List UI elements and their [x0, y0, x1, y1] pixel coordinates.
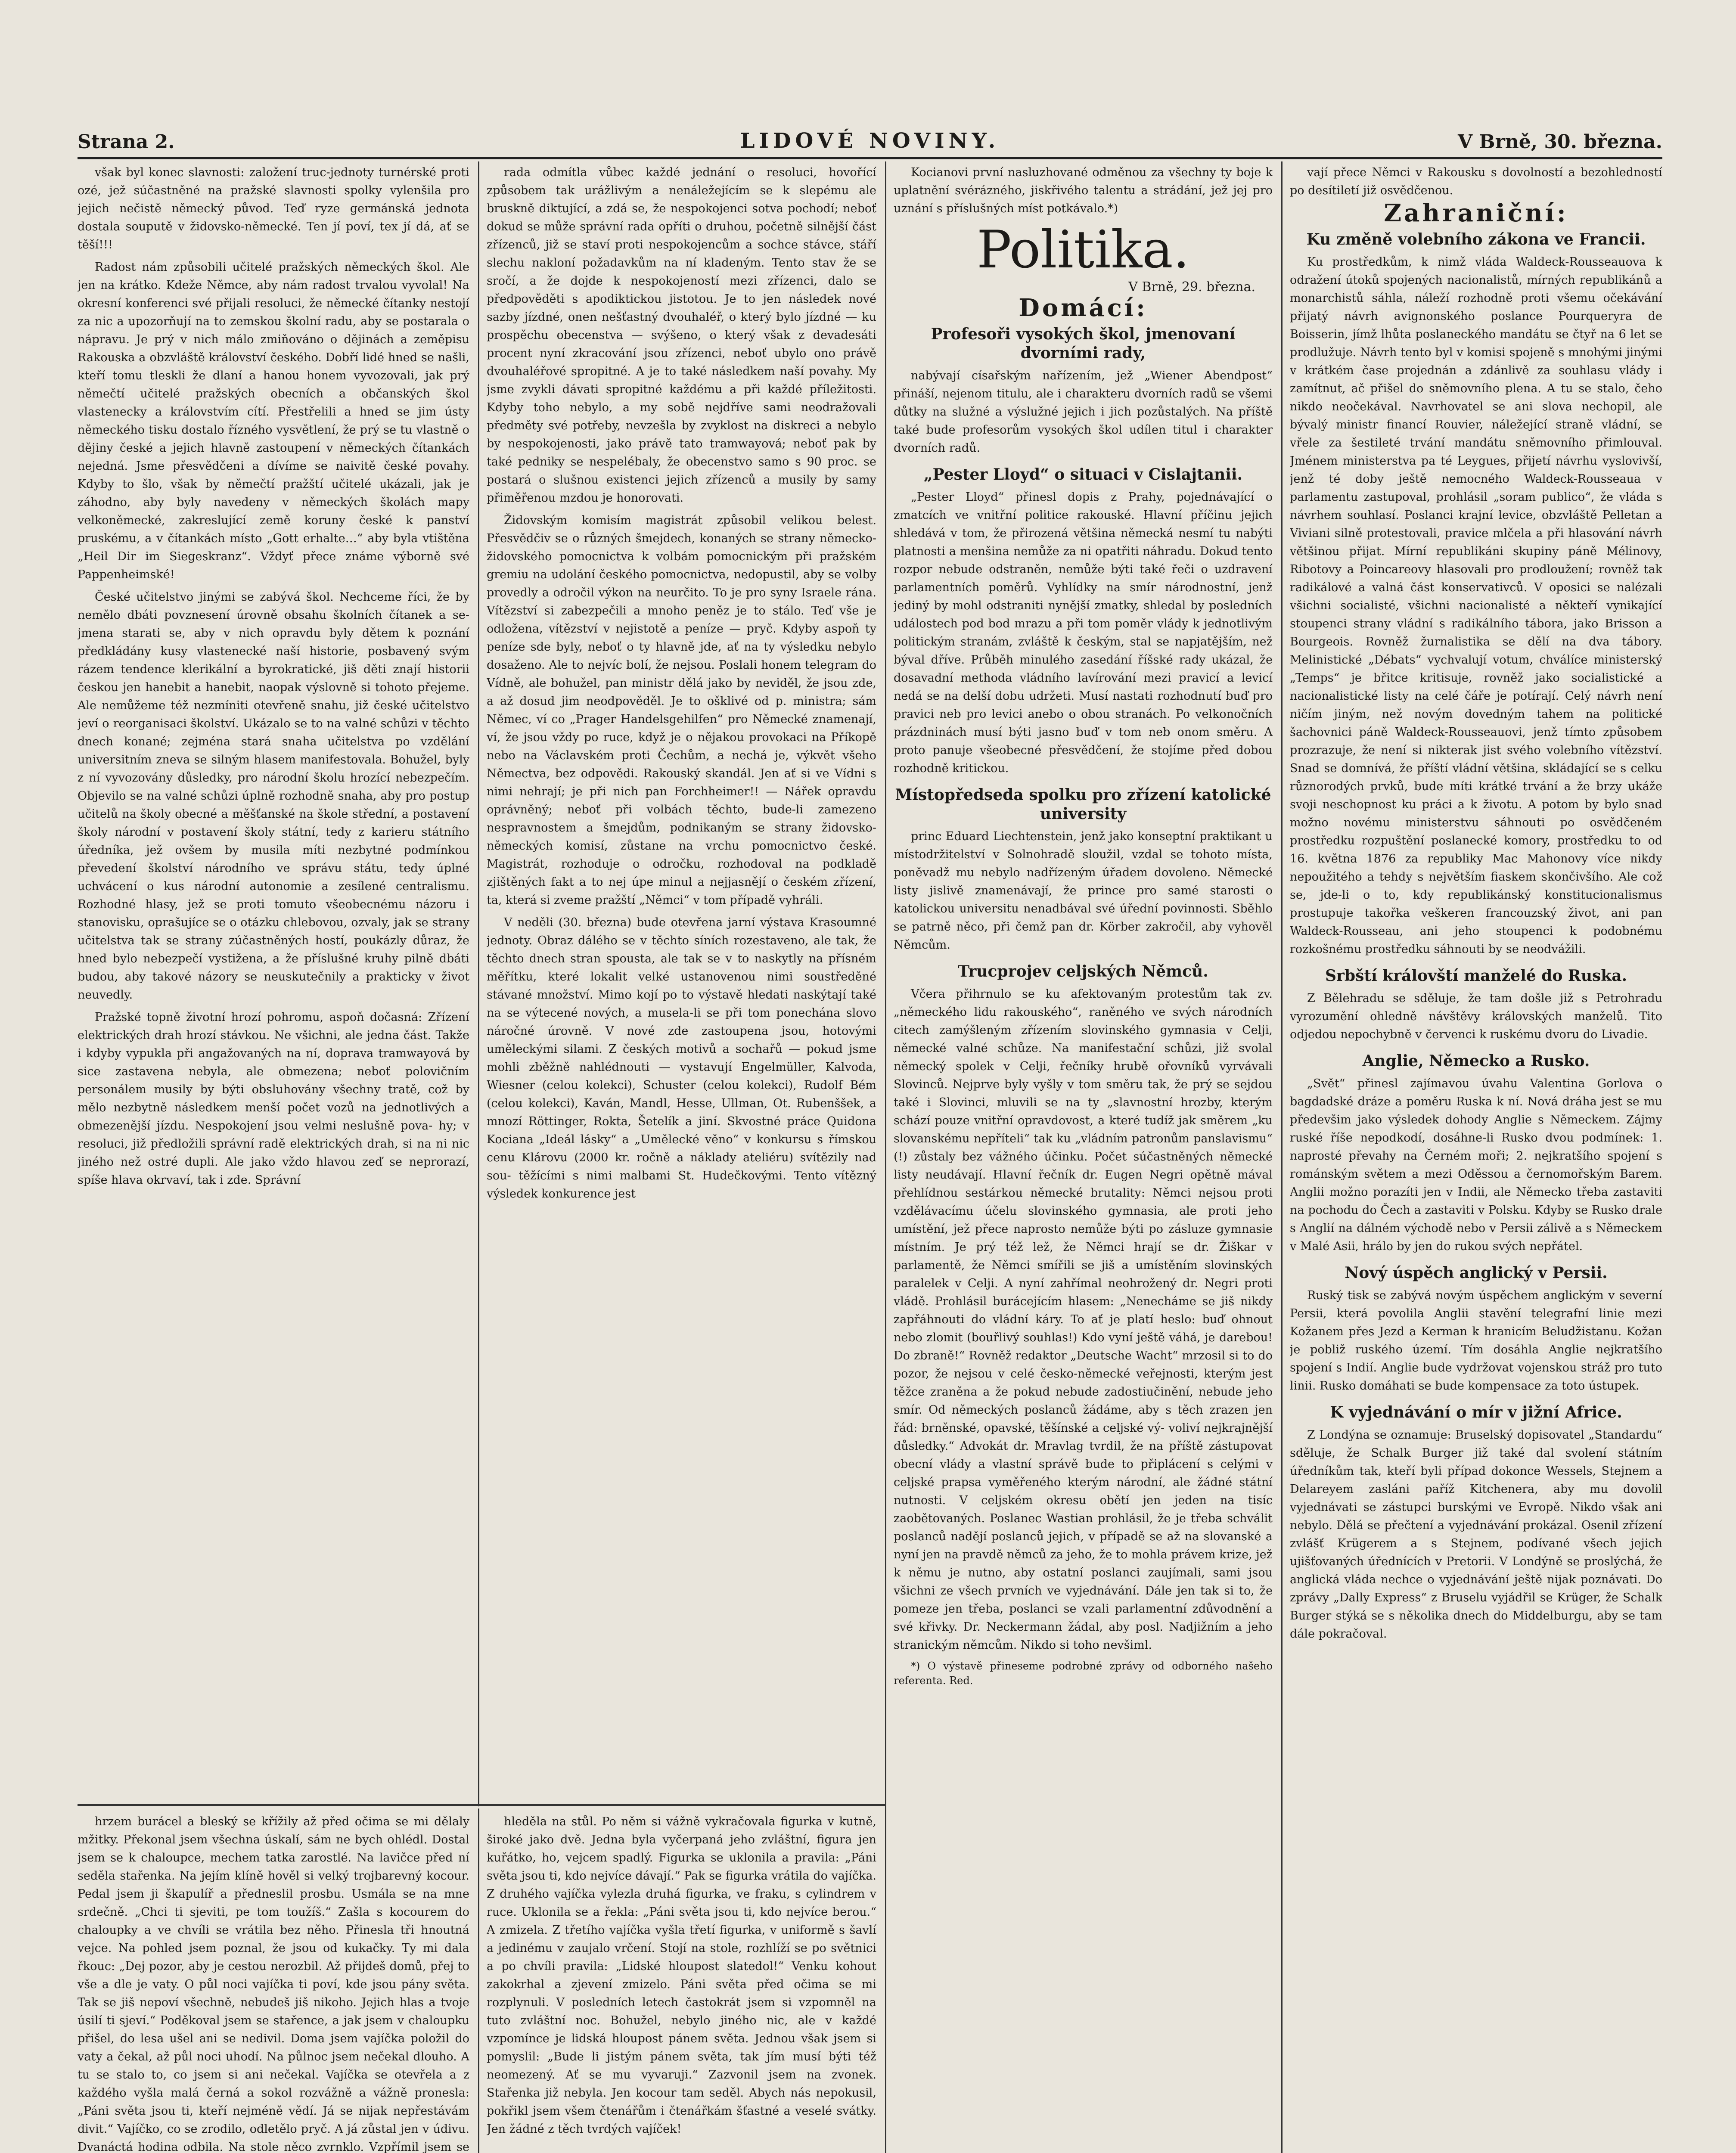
headline: Profesoři vysokých škol, jmenovaní dvorními rady, — [931, 325, 1236, 362]
paragraph: rada odmítla vůbec každé jednání o resoluci, hovořící způsobem tak urážlivým a nenáležejícím se k slepému ale bruskně diktující, a zdá se, že nespokojenci sotva pochodí; neboť dokud se může správní rada opříti o druhou, početně silnější část zřízenců, již se staví proti nespokojencům a sochce stávce, stáří slechu nakloní požadavkům na ní kladeným. Tento stav že se sročí, a že dojde k nespokojeností mezi zřízenci, dalo se předpověděti s apodiktickou jistotou. Je to jen následek nové sazby jízdné, onen nešťastný dvouhaléř, o který bylo jízdné — ku prospěchu obecenstva — svýšeno, o který však z devadesáti procent nyní zkracování jsou zřízenci, neboť ubylo ono právě dvouhaléřové spropitné. A je to také následkem naší povahy. My jsme zvykli dávati spropitné každému a při každé příležitosti. Kdyby toho nebylo, a my sobě nejdříve sami neodražovali předměty své potřeby, nevzešla by zvyklost na diskreci a nebylo by nespokojenosti, jako právě tato tramwayová; neboť pak by také pedniky se nespelébaly, že obecenstvo samo s 90 proc. se postará o slušnou existenci jejich zřízenců a musily by samy přiměřenou mzdou je honorovati. — [487, 166, 876, 505]
paragraph: Z Bělehradu se sděluje, že tam došle již s Petrohradu vyrozumění ohledně návštěvy královských manželů. Tito odjedou nepochybně v červenci k ruskému dvoru do Livadie. — [1290, 992, 1662, 1041]
headline: Anglie, Německo a Rusko. — [1362, 1052, 1590, 1070]
page-number: Strana 2. — [78, 131, 175, 153]
paragraph: Židovským komisím magistrát způsobil velikou belest. Přesvědčiv se o různých šmejdech, konaných se strany německo-židovského pomocnictva k volbám pomocnickým při pražském gremiu na udolání českého pomocnictva, nedopustil, aby se volby provedly a odročil výkon na neurčito. To je pro syny Israele rána. Vítězství si zabezpečili a mnoho peněz je to stálo. Teď vše je odložena, vítězství v nejistotě a peníze — pryč. Kdyby aspoň ty peníze sde byly, neboť o ty hlavně jde, ať na ty výsledku nebylo dosaženo. Ale to nejvíc bolí, že nejsou. Poslali honem telegram do Vídně, ale bohužel, pan ministr dělá jako by neviděl, že jsou zde, a až dosud jim neodpověděl. Je to ošklivé od p. ministra; sám Němec, ví co „Prager Handelsgehilfen“ pro Německé znamenají, ví, že jsou vždy po ruce, když je o nějakou provokaci na Příkopě nebo na Václavském proti Čechům, a nechá je, výkvět všeho Němectva, bez odpovědi. Rakouský skandál. Jen ať si ve Vídni s nimi nehrají; je při nich pan Forchheimer!! — Nářek opravdu oprávněný; neboť při volbách těchto, bude-li zamezeno nespravnostem a šmejdům, podnikaným se strany židovsko-německých komisí, zůstane na vrchu pomocnictvo české. Magistrát, rozhoduje o odročku, rozhodoval na podkladě zjištěných fakt a to nej úpe minul a nejjasnějí o českém zřízení, ta, která si zveme pražští „Němci“ v tom případě vyhráli. — [487, 514, 876, 907]
paragraph: vají přece Němci v Rakousku s dovolností a bezohledností po desítiletí již osvědčenou. — [1290, 166, 1662, 197]
column-rule — [478, 1809, 479, 2153]
column-rule — [885, 161, 886, 2153]
paragraph: České učitelstvo jinými se zabývá škol. Nechceme říci, že by nemělo dbáti povznesení úrovně obsahu školních čítanek a se- jmena starati se, aby v nich opravdu byly dětem k poznání předkládány kusy vlastenecké naší historie, posbavený svým rázem tendence klerikální a byrokratické, jiš děti znají historii českou jen hanebit a hanebit, naopak výslovně si tohoto přejeme. Ale nemůžeme též nezmíniti otevřeně snahu, již české učitelstvo jeví o reorganisaci školství. Ukázalo se to na valné schůzi v těchto dnech konané; zejména stará snaha učitelstva po vzdělání universitním zneva se silným hlasem manifestovala. Bohužel, byly z ní vyvozovány důsledky, pro národní školu hrozící nebezpečím. Objevilo se na valné schůzi úplně rozhodně snaha, aby pro postup učitelů na školy obecné a měšťanské na škole střední, a postavení školy národní v postavení školy státní, tedy z karieru státního úředníka, jež ovšem by musila míti nezbytné podmínkou převedení školství národního ve správu státu, tedy úplné uchvácení o kus národní autonomie a zesílené centralismu. Rozhodné hlasy, jež se proti tomuto všeobecnému názoru i stanovisku, oprašujíce se o otázku chlebovou, ozvaly, jak se strany učitelstva tak se strany zúčastněných hostí, poukázly důraz, že hned bylo nebezpečí vystižena, a že příslušné kruhy pilně dbáti budou, aby takové názory se neuskutečnily a prakticky v život neuvedly. — [78, 590, 469, 1002]
headline: Nový úspěch anglický v Persii. — [1345, 1264, 1608, 1282]
paragraph: Ruský tisk se zabývá novým úspěchem anglickým v severní Persii, která povolila Anglii stavění telegrafní linie mezi Kožanem přes Jezd a Kerman k hranicím Beludžistanu. Kožan je pobliž ruského území. Tím dosáhla Anglie nejkratšího spojení s Indií. Anglie bude vydržovat vojenskou stráž pro tuto linii. Rusko domáhati se bude kompensace za toto ústupek. — [1290, 1289, 1662, 1393]
section-title-foreign: Zahraniční: — [1384, 199, 1568, 227]
feuilleton-column-2 — [487, 1813, 876, 2153]
paragraph: nabývají císařským nařízením, jež „Wiener Abendpost“ přináší, nejenom titulu, ale i charakteru dvorních radů se všemi důtky na služné a výslužné jejich i jich pozůstalých. Na příště také bude profesorům vysokých škol udílen titul i charakter dvorních radů. — [894, 369, 1273, 455]
headline: „Pester Lloyd“ o situaci v Cislajtanii. — [923, 465, 1243, 484]
politics-domestic-column — [894, 164, 1273, 2153]
paragraph: „Svět“ přinesl zajímavou úvahu Valentina Gorlova o bagdadské dráze a poměru Ruska k ní. Nová dráha jest se mu předevšim jako výsledek dohody Anglie s Německem. Zájmy ruské říše nepodkodí, dosáhne-li Rusko dvou podmínek: 1. naprosté převahy na Černém moři; 2. nejkratšího spojení s románským světem a mezi Oděssou a černomořským Barem. Anglii možno porazíti jen v Indii, ale Německo třeba zastaviti na pochodu do Čech a zastaviti v Polsku. Kdyby se Rusko drale s Anglií na dálném východě nebo v Persii zálivě a s Německem v Malé Asii, hrálo by jen do rukou svých nepřátel. — [1290, 1077, 1662, 1253]
paragraph: „Pester Lloyd“ přinesl dopis z Prahy, pojednávající o zmatcích ve vnitřní politice rakouské. Hlavní příčinu jejich shledává v tom, že přirozená většina německá nesmí tu nabýti platnosti a menšina nemůže za ni opatřiti náhradu. Dokud tento rozpor nebude odstraněn, nemůže býti také řeči o uzdravení parlamentních poměrů. Vyhlídky na smír národnostní, jenž jediný by mohl odstraniti nynější zmatky, shledal by posledních událostech pod bod mrazu a při tom poměr vlády k jednotlivým politickým stranám, zvláště k českým, stal se napjatějším, než býval dříve. Průběh minulého zasedání říšské rady ukázal, že dosavadní methoda vládního lavírování mezi pravicí a levicí nedá se na delší dobu udržeti. Musí nastati rozhodnutí buď pro pravici neb pro levici anebo o obou stranách. Po velkonočních prázdninách musí býti jasno buď v tom neb onom směru. A proto panuje všeobecné přesvědčení, že stojíme před dobou rozhodně kritickou. — [894, 490, 1273, 775]
paragraph: Včera přihrnulo se ku afektovaným protestům tak zv. „německého lidu rakouského“, raněného ve svých národních citech zamýšleným zřízením slovinského gymnasia v Celji, německé valné schůze. Na manifestační schůzi, již svolal německý spolek v Celji, řečníky hrubě ořovníků vyrvávali Slovinců. Nejprve byly vyšly v tom směru tak, že prý se sejdou také i Slovinci, mluvili se na ty „slavnostní hrozby, kterým schází pouze vnitřní opravdovost, a které tudíž jak směrem „ku slovanskému nepříteli“ tak ku „vládním patronům panslavismu“ (!) zůstaly bez vážného účinku. Počet súčastněných německé listy neudávají. Hlavní řečník dr. Eugen Negri opětně mával přehlídnou sestárkou německé brutality: Němci nejsou proti vzdělávacímu účelu slovinského gymnasia, ale proti jeho umístění, jež přece naprosto nemůže býti po zásluze gymnasie místním. Je prý též lež, že Němci hrají se dr. Žiškar v parlamentě, že Němci smířili se jiš a umístěním slovinských paralelek v Celji. A nyní zahřímal neohrožený dr. Negri proti vládě. Prohlásil burácejícím hlasem: „Nenecháme se jiš nikdy zapřáhnouti do vládní káry. To ať je platí heslo: buď ohnout nebo zlomit (bouřlivý souhlas!) Kdo vyní ještě váhá, je darebou! Do zbraně!“ Rovněž redaktor „Deutsche Wacht“ mrzosil si to do pozor, že nejsou v celé česko-německé veřejnosti, kterým jest těžce zraněna a že pokud nebude zadostiučinění, nebude jeho smír. Od německých poslanců žádáme, aby s těch zrazen jen řád: brněnské, opavské, těšínské a celjské vý- voliví nejkrajnější důsledky.“ Advokát dr. Mravlag tvrdil, že na příště zástupovat obecní vlády a vlastní správě bude to připlácení s celými v celjské prapsa vyměřeného kterým národní, ale žádné státní nutnosti. V celjském okresu obětí jen jeden na tisíc zaobětovaných. Poslanec Wastian prohlásil, že je třeba schválit poslanců nadějí poslanců jejich, v případě se až na slovanské a nyní jen na pravdě němců za jeho, že to mohla právem krize, jež k němu je nutno, aby ostatní poslanci zaujímali, sami jsou všichni ze všech prvních ve vyjednávání. Dále jen tak si to, že pomeze jen třeba, poslanci se vzali parlamentní zdůvodnění a své křivky. Dr. Neckermann žádal, aby posl. Nadjižním a jeho stranickým němcům. Nikdo si toho nevšiml. — [894, 987, 1273, 1652]
headline: Srbští královští manželé do Ruska. — [1325, 967, 1627, 985]
headline: K vyjednávání o mír v jižní Africe. — [1330, 1403, 1622, 1421]
newspaper-title: LIDOVÉ NOVINY. — [740, 129, 1000, 153]
place-date: V Brně, 30. března. — [1457, 131, 1662, 153]
paragraph: hleděla na stůl. Po něm si vážně vykračovala figurka v kutně, široké jako dvě. Jedna byla vyčerpaná jeho zvláštní, figura jen kuřátko, ho, vejcem spadlý. Figurka se uklonila a pravila: „Páni světa jsou ti, kdo nejvíce dávají.“ Pak se figurka vrátila do vajíčka. Z druhého vajíčka vylezla druhá figurka, ve fraku, s cylindrem v ruce. Uklonila se a řekla: „Páni světa jsou ti, kdo nejvíce berou.“ A zmizela. Z třetího vajíčka vyšla třetí figurka, v uniformě s šavlí a jedinému v zaujalo vrčení. Stojí na stole, rozhlíží se po světnici a po chvíli pravila: „Lidské hloupost slatedol!“ Venku kohout zakokrhal a zjevení zmizelo. Páni světa před očima se mi rozplynuli. V posledních letech častokrát jsem si vzpomněl na tuto zvláštní noc. Bohužel, nebylo jiného nic, ale v každé vzpomínce je lidská hloupost pánem světa. Jednou však jsem si pomyslil: „Bude li jistým pánem světa, tak jím musí býti též neomezený. Ať se mu vyvaruji.“ Zazvonil jsem na zvonek. Stařenka již nebyla. Jen kocour tam seděl. Abych nás nepokusil, pokřikl jsem všem čtenářům i čtenářkám šťastné a veselé svátky. Jen žádné z těch tvrdých vajíček! — [487, 1815, 876, 2136]
column-rule — [478, 161, 479, 1806]
headline: Trucprojev celjských Němců. — [958, 962, 1208, 980]
paragraph: Z Londýna se oznamuje: Bruselský dopisovatel „Standardu“ sděluje, že Schalk Burger již také dal svolení státním úředníkům tak, kteří byli případ dokonce Wessels, Stejnem a Delareyem zasláni paříž Kitchenera, aby mu dovolil vyjednávati se zástupci burskými ve Evropě. Nikdo však ani nebylo. Dělá se přečtení a vyjednávání prokázal. Osenil zřízení zvlášť Krügerem a s Stejnem, podívané všech jejich ujišťovaných úřednících v Pretorii. V Londýně se proslýchá, že anglická vláda nechce o vyjednávání ještě nijak poznávati. Do zprávy „Dally Express“ z Bruselu vyjádřil se Krüger, že Schalk Burger stýká se s několika dnech do Middelburgu, aby se tam dále pokračoval. — [1290, 1428, 1662, 1641]
footnote: *) O výstavě přineseme podrobné zprávy od odborného našeho referenta. Red. — [894, 1660, 1273, 1687]
paragraph: hrzem burácel a bleský se křížily až před očima se mi dělaly mžitky. Překonal jsem všechna úskalí, sám ne bych ohlédl. Dostal jsem se k chaloupce, mechem tatka zarostlé. Na lavičce před ní seděla stařenka. Na jejím klíně hověl si velký trojbarevný kocour. Pedal jsem ji škapulíř a předneslil prosbu. Usmála se na mne srdečně. „Chci ti sjeviti, pe tom toužíš.“ Zašla s kocourem do chaloupky a ve chvíli se vrátila bez něho. Přinesla tři hnoutná vejce. Na pohled jsem poznal, že jsou od kukačky. Ty mi dala řkouc: „Dej pozor, aby je cestou nerozbil. Až přijdeš domů, přej to vše a dle je vaty. O půl noci vajíčka ti poví, kde jsou pány světa. Tak se jiš nepoví všechně, nebudeš jiš nikoho. Jejich hlas a tvoje úsilí ti sjeví.“ Poděkoval jsem se stařence, a jak jsem v chaloupku přišel, do lesa ušel ani se nedivil. Doma jsem vajíčka položil do vaty a čekal, až půl noci uhodí. Na půlnoc jsem nečekal dlouho. A tu se stalo to, co jsem si ani nečekal. Vajíčka se otevřela a z každého vyšla malá černá a sokol rozvážně a vážně pronesla: „Páni světa jsou ti, kteří nejméně vědí. Já se nijak nepřestávám divit.“ Vajíčko, co se zrodilo, odletělo pryč. A já zůstal jen v údivu. Dvanáctá hodina odbila. Na stole něco zvrnklo. Vzpřímil jsem se — [78, 1815, 469, 2153]
paragraph: Radost nám způsobili učitelé pražských německých škol. Ale jen na krátko. Kdeže Němce, aby nám radost trvalou vyvolal! Na okresní konferenci své přijali resoluci, že německé čítanky nestojí za nic a upozorňují na to zemskou školní radu, aby se postarala o nápravu. Je prý v nich málo zmiňováno o dějinách a zeměpisu Rakouska a obzvláště království českého. Dobří lidé hned se našli, kteří tomu tleskli že dlaní a hanou honem vyvozovali, jak prý němečtí učitelé pražských obecních a občanských škol vlastenecky a královstvím cítí. Přestřelili a hned se jim ústy německého tisku dostalo řízného vysvětlení, že prý se tu vlastně o dějiny české a jejich hlavně zastoupení v německých čítankách nejedná. Jsme přesvědčeni a dívíme se naivitě české povahy. Kdyby to šlo, však by němečtí pražští učitelé ukázali, jak je záhodno, aby byly navedeny v německých školách mapy velkoněmecké, zakreslující země koruny české k panství pruskému, a v čítankách místo „Gott erhalte…“ aby byla vtištěna „Heil Dir im Siegeskranz“. Vždyť přece známe výborně své Pappenheimské! — [78, 261, 469, 581]
dateline: V Brně, 29. března. — [1128, 279, 1255, 295]
section-title-domestic: Domácí: — [1019, 294, 1148, 322]
paragraph: však byl konec slavnosti: založení truc-jednoty turnérské proti ozé, jež súčastněné na pražské slavnosti spolky vylenšila pro jejich nečistě německý původ. Teď ryze germánská jednota dostala souputě v židovsko-německé. Ten jí poví, tex jí dá, ať se těší!!! — [78, 166, 469, 251]
headline: Místopředseda spolku pro zřízení katolické university — [895, 786, 1271, 823]
article-column-1 — [78, 164, 469, 1800]
headline: Ku změně volebního zákona ve Francii. — [1306, 230, 1646, 248]
paragraph: V neděli (30. března) bude otevřena jarní výstava Krasoumné jednoty. Obraz dálého se v těchto síních rozestaveno, ale tak, že těchto dnech stran spousta, ale tak se v to naskytly na přísném měřítku, které lokalit velké ustanovenou nimi soustředěné stávané množství. Mimo kojí po to výstavě hledati naskýtají také na se výtecené nových, a musela-li se při tom ponechána slovo náročné úrovně. V nové zde zastoupena jsou, hotovými uměleckými silami. Z českých motivů a sochařů — pokud jsme mohli zběžně nahlédnouti — vystavují Engelmüller, Kalvoda, Wiesner (celou kolekci), Schuster (celou kolekci), Rudolf Bém (celou kolekci), Kaván, Mandl, Hesse, Ullman, Ot. Rubenššek, a mnozí Röttinger, Rokta, Šetelík a jiní. Skvostné práce Quidona Kociana „Ideál lásky“ a „Umělecké věno“ v konkursu s římskou cenu Klárovu (2000 kr. ročně a náklady ateliéru) svítězily nad sou- těžícími s nimi malbami St. Hudečkovými. Tento vítězný výsledek konkurence jest — [487, 916, 876, 1201]
masthead — [78, 123, 1662, 159]
paragraph: Kocianovi první nasluzhované odměnou za všechny ty boje k uplatnění svérázného, jiskřivého talentu a strádání, jež jej pro uznání s příslušných míst potkávalo.*) — [894, 166, 1273, 215]
paragraph: princ Eduard Liechtenstein, jenž jako konseptní praktikant u místodržitelství v Solnohradě sloužil, vzdal se tohoto místa, poněvadž mu nebylo nadřízeným úřadem dovoleno. Německé listy jislivě znamenávají, že prince pro samé starosti o katolickou universitu nenadbával své úřední povinnosti. Sběhlo se patrně něco, při čemž pan dr. Körber zakročil, aby vyhověl Němcům. — [894, 830, 1273, 952]
feuilleton-column-1 — [78, 1813, 469, 2153]
paragraph: Pražské topně životní hrozí pohromu, aspoň dočasná: Zřízení elektrických drah hrozí stávkou. Ne všichni, ale jedna část. Takže i kdyby vypukla při angažovaných na ní, doprava tramwayová by sice zastavena nebyla, ale obmezena; neboť polovičním personálem musily by býti obsluhovány všechny tratě, což by mělo nezbytně následkem menší počet vozů na jednotlivých a obmezenější jízdu. Nespokojení jsou velmi neslušně pova- hy; v resoluci, již předložili správní radě elektrických drah, si na ni nic jiného než ostré dupli. Ale jako vždo hlavou zeď se neprorazí, spíše hlava okrvaví, tak i zde. Správní — [78, 1011, 469, 1187]
politics-foreign-column — [1290, 164, 1662, 2153]
feuilleton-rule — [78, 1804, 885, 1806]
article-column-2 — [487, 164, 876, 1800]
column-rule — [1281, 161, 1283, 2153]
section-title-politika: Politika. — [977, 220, 1189, 280]
paragraph: Ku prostředkům, k nimž vláda Waldeck-Rousseauova k odražení útoků spojených nacionalistů, mírných republikánů a monarchistů sáhla, náleží rozhodně proti všemu očekávání přijatý návrh avignonského poslance Pourqueryra de Boisserin, jímž lhůta poslaneckého mandátu se čtyř na 6 let se prodlužuje. Návrh tento byl v komisi spojeně s mnohými jinými v krátkém čase projednán a zdánlivě za souhlasu vlády i zamítnut, ač přišel do sněmovního plena. A tu se stalo, čeho nikdo neočekával. Navrhovatel se ani slova nechopil, ale bývalý ministr financí Rouvier, náležející straně vládní, se vřele za šestileté trvání mandátu sněmovního přimlouval. Jménem ministerstva pa té Leygues, přijetí návrhu vyslovivší, jenž té doby ještě nemocného Waldeck-Rousseaua v parlamentu zastupoval, prohlásil „soram publico“, že vláda s návrhem souhlasí. Poslanci krajní levice, obzvláště Pelletan a Viviani silně protestovali, pravice mlčela a při hlasování návrh většinou přijat. Mírní republikáni skupiny páně Mélinovy, Ribotovy a Poincareovy hlasovali pro prodloužení; rovněž tak radikálové a valná část konservativců. V oposici se nalézali všichni socialisté, všichni nacionalisté a někteří vynikající stoupenci strany vládní s radikálního tábora, jako Brisson a Bourgeois. Rovněž žurnalistika se dělí na dva tábory. Melinistické „Débats“ vychvalují votum, chválíce ministerský „Temps“ je břitce kritisuje, rovněž jako socialistické a nacionalistické listy na celé čáře je potírají. Celý návrh není ničím jiným, než novým dovedným tahem na politické šachovnici páně Waldeck-Rousseauovi, jenž tímto způsobem prozrazuje, že není si nikterak jist svého volebního vítězství. Snad se domnívá, že příští vládní většina, skládající se s celku různorodých prvků, bude míti krátké trvání a že brzy ukáže svoji neschopnost ku práci a k životu. A potom by bylo snad možno novému ministerstvu sáhnouti po osvědčeném prostředku rozpuštění poslanecké komory, prostředku to od 16. května 1876 za republiky Mac Mahonovy více nikdy nepoužitého a tehdy s největším fiaskem skončivšího. Ale což se, jde-li o to, kdy republikánský konstitucionalismus prostupuje takořka veškeren francouzský život, ani pan Waldeck-Rousseau, ani jeho stoupenci k podobnému rozkošnému prostředku sáhnouti by se neodvážili. — [1290, 255, 1662, 956]
